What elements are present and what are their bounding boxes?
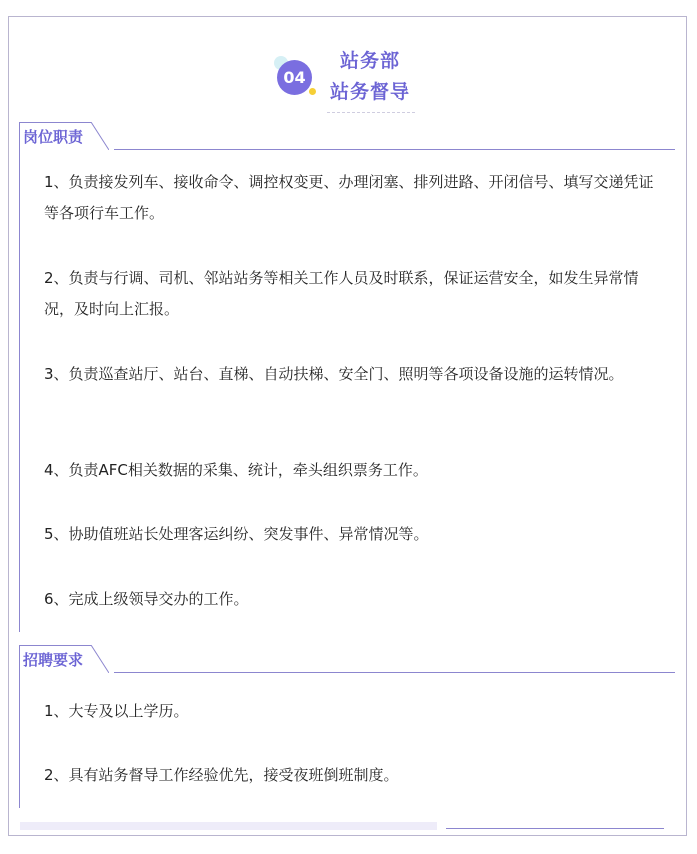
duty-item: 5、协助值班站长处理客运纠纷、突发事件、异常情况等。 [44,525,429,543]
footer-bar [20,822,437,830]
section-heading-requirements: 招聘要求 [19,645,87,673]
duty-item: 3、负责巡查站厅、站台、直梯、自动扶梯、安全门、照明等各项设备设施的运转情况。 [44,365,624,383]
section-tab-requirements [19,645,109,673]
tab-slant-decor [87,645,109,673]
position-title: 站务督导 [329,81,410,103]
department-title: 站务部 [339,50,400,72]
decor-dot [309,88,316,95]
footer-rule [446,828,664,829]
duty-item: 4、负责AFC相关数据的采集、统计，牵头组织票务工作。 [44,461,428,479]
section-rule [114,672,675,673]
section-rule [114,149,675,150]
requirement-item: 1、大专及以上学历。 [44,702,189,720]
section-tab-duties [19,122,109,150]
tab-slant-decor [87,122,109,150]
section-body-requirements [19,673,20,808]
duty-item: 1、负责接发列车、接收命令、调控权变更、办理闭塞、排列进路、开闭信号、填写交递凭证等各项行车工作。 [44,173,654,222]
header [0,0,697,120]
section-number-badge: 04 [277,60,312,95]
section-heading-duties: 岗位职责 [19,122,87,150]
requirement-item: 2、具有站务督导工作经验优先，接受夜班倒班制度。 [44,766,399,784]
title-underline [327,112,415,113]
duty-item: 2、负责与行调、司机、邻站站务等相关工作人员及时联系，保证运营安全，如发生异常情况，及时向上汇报。 [44,269,639,318]
duty-item: 6、完成上级领导交办的工作。 [44,590,249,608]
section-body-duties [19,150,20,632]
